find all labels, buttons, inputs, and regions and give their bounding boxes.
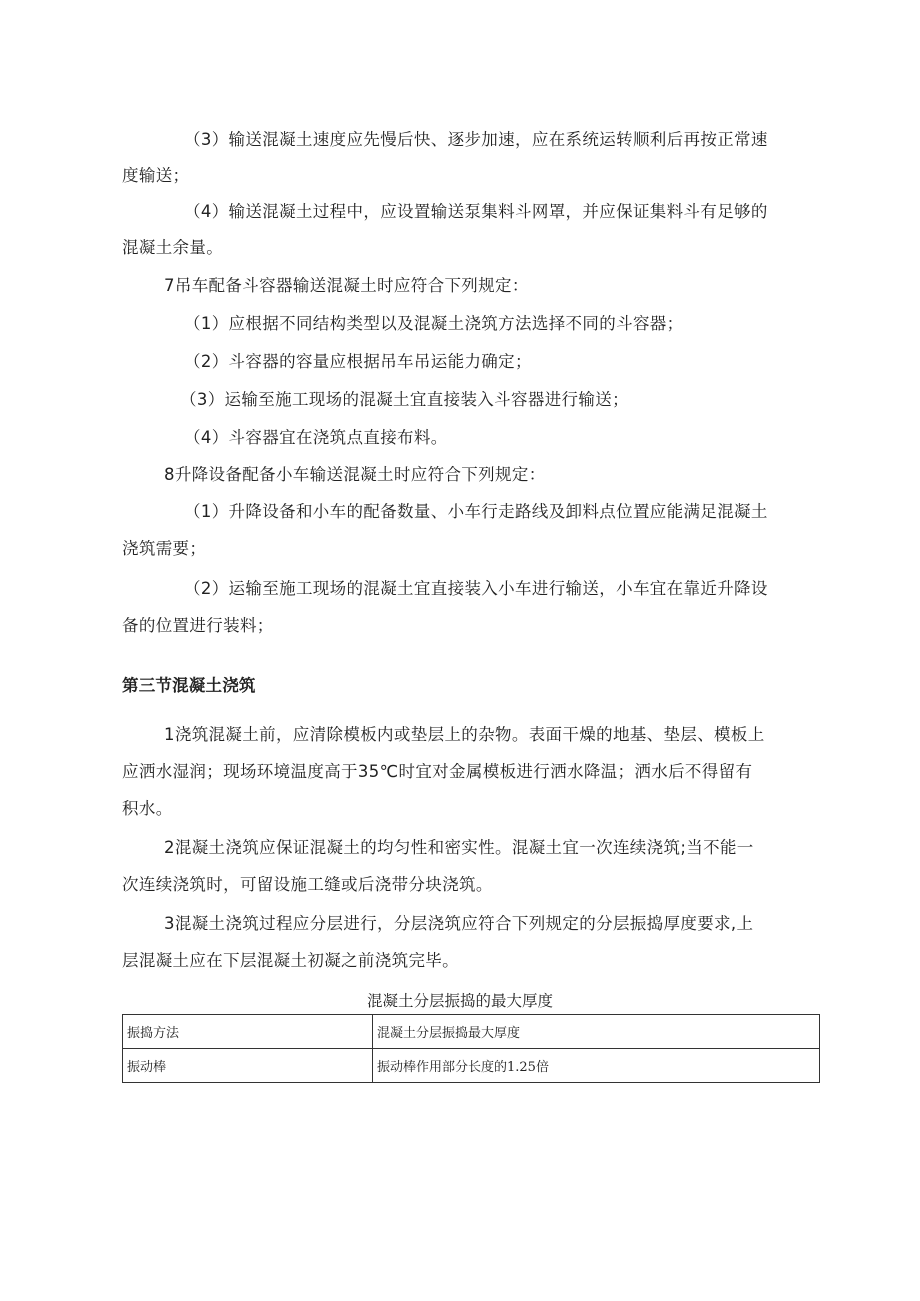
paragraph-line: 混凝土余量。 [122, 238, 224, 257]
table-cell: 振动棒作用部分长度的1.25倍 [373, 1049, 820, 1083]
paragraph-line: 备的位置进行装料； [122, 616, 274, 635]
paragraph-line: 次连续浇筑时，可留设施工缝或后浇带分块浇筑。 [122, 875, 493, 894]
paragraph-line: （3）输送混凝土速度应先慢后快、逐步加速，应在系统运转顺利后再按正常速 [184, 130, 768, 149]
table-cell: 振动棒 [123, 1049, 373, 1083]
paragraph-line: （2）运输至施工现场的混凝土宜直接装入小车进行输送，小车宜在靠近升降设 [184, 579, 768, 598]
paragraph-line: 8升降设备配备小车输送混凝土时应符合下列规定： [164, 465, 546, 484]
table-cell: 混凝土分层振捣最大厚度 [373, 1015, 820, 1049]
paragraph-line: 浇筑需要； [122, 539, 207, 558]
paragraph-line: （4）斗容器宜在浇筑点直接布料。 [184, 428, 448, 447]
paragraph-line: （4）输送混凝土过程中，应设置输送泵集料斗网罩，并应保证集料斗有足够的 [184, 202, 768, 221]
table-caption: 混凝土分层振捣的最大厚度 [366, 992, 553, 1010]
paragraph-line: 应洒水湿润；现场环境温度高于35℃时宜对金属模板进行洒水降温；洒水后不得留有 [122, 762, 753, 781]
paragraph-line: （2）斗容器的容量应根据吊车吊运能力确定； [184, 352, 532, 371]
paragraph-line: 度输送； [122, 166, 190, 185]
paragraph-line: 层混凝土应在下层混凝土初凝之前浇筑完毕。 [122, 951, 459, 970]
table-row [123, 1049, 820, 1083]
paragraph-line: 积水。 [122, 799, 173, 818]
paragraph-line: 3混凝土浇筑过程应分层进行，分层浇筑应符合下列规定的分层振捣厚度要求,上 [164, 914, 754, 933]
table-cell: 振捣方法 [123, 1015, 373, 1049]
paragraph-line: （3）运输至施工现场的混凝土宜直接装入斗容器进行输送； [180, 390, 629, 409]
paragraph-line: 2混凝土浇筑应保证混凝土的均匀性和密实性。混凝土宜一次连续浇筑;当不能一 [164, 838, 754, 857]
paragraph-line: 7吊车配备斗容器输送混凝土时应符合下列规定： [164, 276, 529, 295]
section-title: 第三节混凝土浇筑 [122, 676, 256, 695]
paragraph-line: 1浇筑混凝土前，应清除模板内或垫层上的杂物。表面干燥的地基、垫层、模板上 [164, 725, 765, 744]
paragraph-line: （1）升降设备和小车的配备数量、小车行走路线及卸料点位置应能满足混凝土 [184, 502, 768, 521]
paragraph-line: （1）应根据不同结构类型以及混凝土浇筑方法选择不同的斗容器； [184, 314, 684, 333]
thickness-table [122, 1014, 820, 1083]
table-row [123, 1015, 820, 1049]
